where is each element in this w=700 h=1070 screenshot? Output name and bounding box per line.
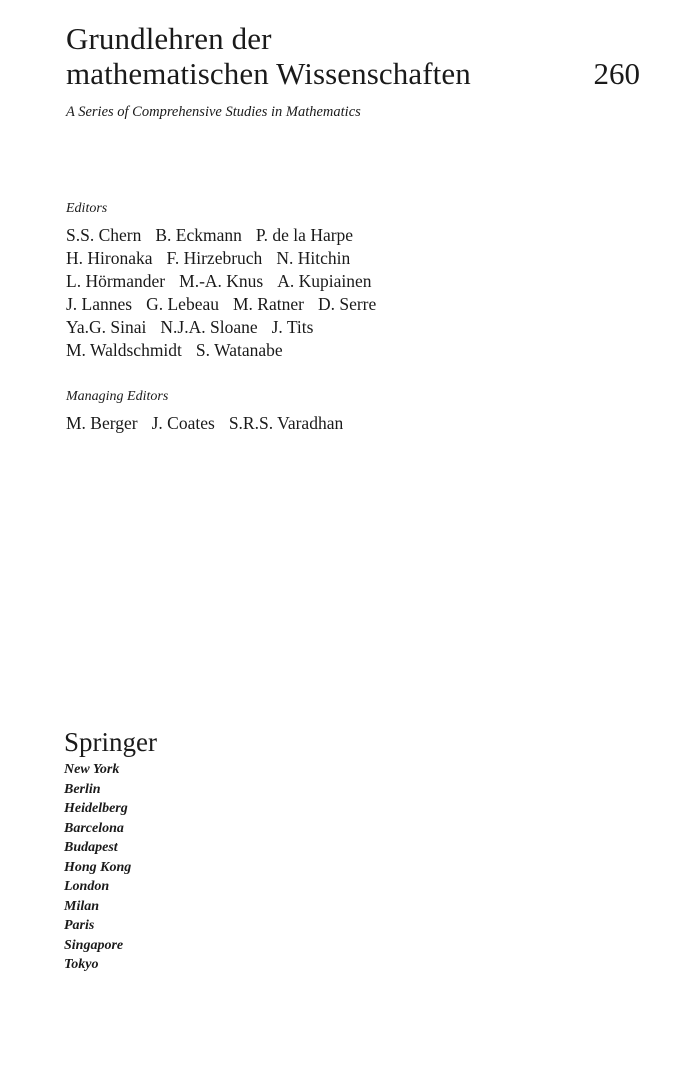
series-title-line-1: Grundlehren der: [66, 21, 272, 56]
publisher-city: Heidelberg: [64, 801, 128, 816]
publisher-city: Barcelona: [64, 820, 124, 836]
publisher-city: Singapore: [64, 937, 124, 953]
editor-name: J. Lannes: [66, 294, 133, 314]
editors-heading: Editors: [66, 201, 108, 216]
editor-name: N. Hitchin: [276, 248, 351, 268]
editor-name: M. Ratner: [233, 294, 304, 314]
managing-editors-section: [66, 388, 357, 435]
managing-editor-name: J. Coates: [151, 413, 215, 433]
editor-name: N.J.A. Sloane: [160, 317, 258, 337]
editor-name: G. Lebeau: [146, 294, 219, 314]
managing-editor-row: [66, 412, 357, 435]
editor-name: F. Hirzebruch: [166, 248, 263, 268]
publisher-city: New York: [64, 762, 120, 777]
editor-name: A. Kupiainen: [277, 271, 372, 291]
editor-row: [66, 224, 390, 247]
publisher-city: London: [64, 879, 110, 894]
publisher-name: Springer: [64, 727, 157, 757]
managing-editor-name: S.R.S. Varadhan: [228, 413, 344, 433]
editor-name: P. de la Harpe: [255, 225, 354, 245]
series-subtitle: A Series of Comprehensive Studies in Mathematics: [66, 104, 361, 120]
managing-editor-name: M. Berger: [66, 413, 138, 433]
publisher-block: [64, 726, 157, 975]
publisher-city: Paris: [64, 918, 95, 933]
editor-row: [66, 316, 390, 339]
editor-name: B. Eckmann: [155, 225, 242, 245]
publisher-city: Budapest: [64, 840, 118, 855]
editor-name: D. Serre: [317, 294, 377, 314]
series-title-row: [66, 56, 640, 92]
editor-name: S. Watanabe: [195, 340, 283, 360]
editor-name: M. Waldschmidt: [66, 340, 182, 360]
editor-name: Ya.G. Sinai: [66, 317, 147, 337]
series-header: [66, 22, 656, 121]
publisher-city: Milan: [64, 898, 100, 914]
editor-name: H. Hironaka: [66, 248, 153, 268]
volume-number: 260: [593, 56, 640, 91]
editor-row: [66, 339, 390, 362]
editor-name: S.S. Chern: [66, 225, 142, 245]
publisher-city: Hong Kong: [64, 859, 132, 875]
managing-editors-heading: Managing Editors: [66, 389, 169, 404]
editor-name: M.-A. Knus: [179, 271, 264, 291]
editor-name: J. Tits: [271, 317, 314, 337]
editor-row: [66, 270, 390, 293]
editor-row: [66, 293, 390, 316]
publisher-city: Tokyo: [64, 957, 99, 972]
series-title-line-2: mathematischen Wissenschaften: [66, 56, 471, 91]
editor-name: L. Hörmander: [66, 271, 166, 291]
editor-row: [66, 247, 390, 270]
publisher-city: Berlin: [64, 781, 101, 797]
editors-section: [66, 200, 390, 362]
